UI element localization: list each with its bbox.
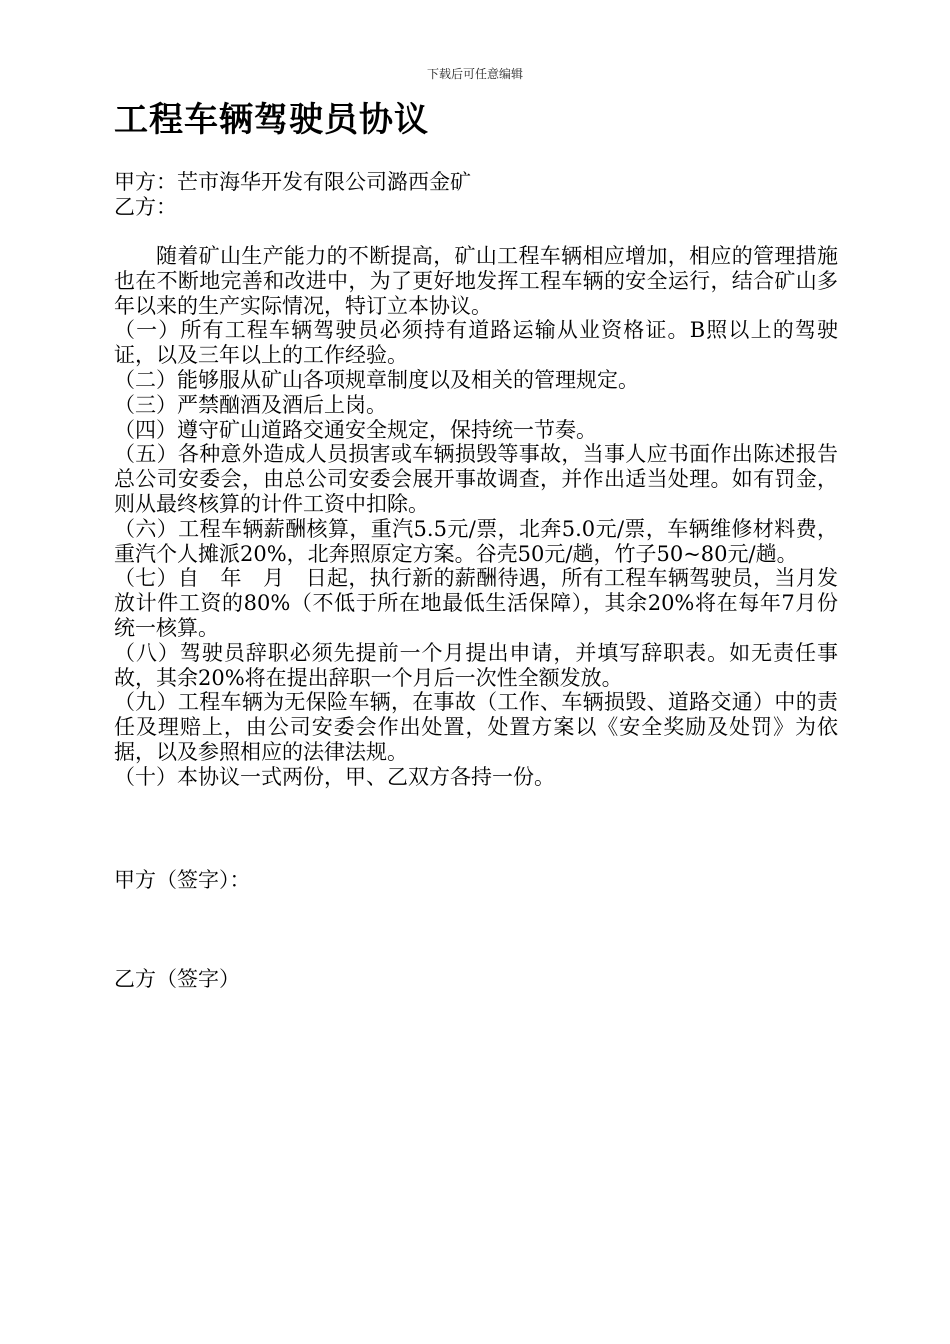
clause-1: （一）所有工程车辆驾驶员必须持有道路运输从业资格证。B照以上的驾驶证，以及三年以上的工作经验。 [114,318,838,368]
header-note: 下载后可任意编辑 [426,67,523,81]
intro-paragraph: 随着矿山生产能力的不断提高，矿山工程车辆相应增加，相应的管理措施也在不断地完善和改进中，为了更好地发挥工程车辆的安全运行，结合矿山多年以来的生产实际情况，特订立本协议。 [114,244,838,318]
clause-8: （八）驾驶员辞职必须先提前一个月提出申请，并填写辞职表。如无责任事故，其余20%将在提出辞职一个月后一次性全额发放。 [114,640,838,690]
clause-3: （三）严禁酗酒及酒后上岗。 [114,392,387,417]
clause-9: （九）工程车辆为无保险车辆，在事故（工作、车辆损毁、道路交通）中的责任及理赔上，由公司安委会作出处置，处置方案以《安全奖励及处罚》为依据，以及参照相应的法律法规。 [114,690,838,764]
clause-2: （二）能够服从矿山各项规章制度以及相关的管理规定。 [114,367,639,392]
signature-party-b: 乙方（签字） [114,967,240,991]
clause-6: （六）工程车辆薪酬核算，重汽5.5元/票，北奔5.0元/票，车辆维修材料费，重汽个人摊派20%，北奔照原定方案。谷壳50元/趟，竹子50~80元/趟。 [114,516,838,566]
clause-7: （七）自 年 月 日起，执行新的薪酬待遇，所有工程车辆驾驶员，当月发放计件工资的80%（不低于所在地最低生活保障），其余20%将在每年7月份统一核算。 [114,566,838,640]
clause-10: （十）本协议一式两份，甲、乙双方各持一份。 [114,764,555,789]
party-a-line: 甲方：芒市海华开发有限公司潞西金矿 [114,170,471,194]
clause-4: （四）遵守矿山道路交通安全规定，保持统一节奏。 [114,417,597,442]
signature-party-a: 甲方（签字）： [114,868,251,892]
party-b-line: 乙方： [114,195,177,219]
document-title: 工程车辆驾驶员协议 [114,100,429,140]
agreement-body [114,244,838,790]
clause-5: （五）各种意外造成人员损害或车辆损毁等事故，当事人应书面作出陈述报告总公司安委会，由总公司安委会展开事故调查，并作出适当处理。如有罚金，则从最终核算的计件工资中扣除。 [114,442,838,516]
